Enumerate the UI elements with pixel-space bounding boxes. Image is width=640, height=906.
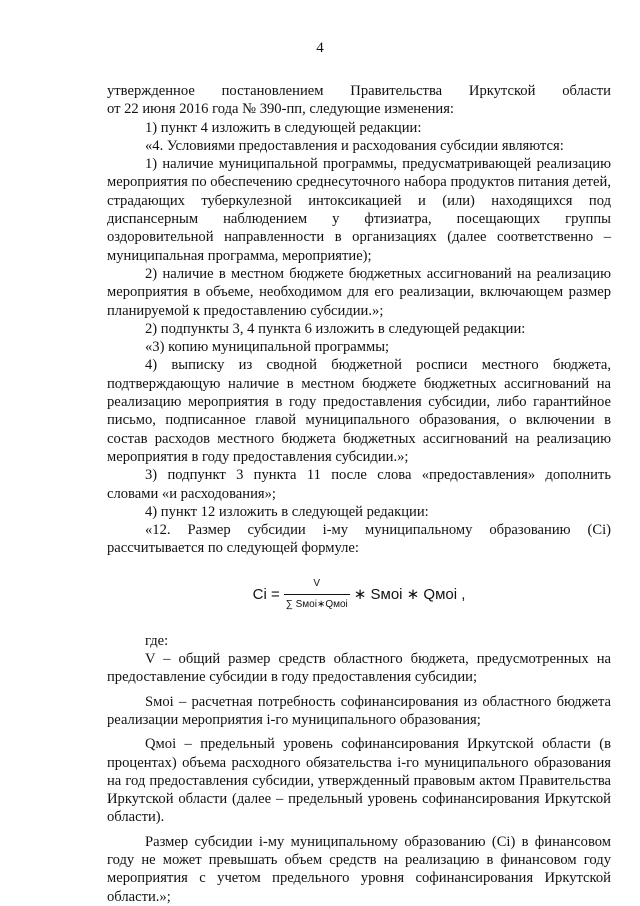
paragraph-def-s: Sмoi – расчетная потребность софинансирования из областного бюджета реализации мероприятия i-го муниципального образования; <box>107 693 611 728</box>
paragraph-point-12: «12. Размер субсидии i-му муниципальному образованию (Ci) рассчитывается по следующей формуле: <box>107 522 611 557</box>
formula-rhs: ∗ Sмoi ∗ Qмoi , <box>353 585 466 603</box>
paragraph-item-2: 2) подпункты 3, 4 пункта 6 изложить в следующей редакции: <box>145 320 526 337</box>
formula-lhs: Ci = <box>252 585 280 603</box>
paragraph-decree-date: от 22 июня 2016 года № 390-пп, следующие изменения: <box>107 101 454 118</box>
formula-denominator: ∑ Sмoi∗Qмoi <box>284 594 350 614</box>
paragraph-intro: утвержденное постановлением Правительства Иркутской области <box>107 83 611 99</box>
paragraph-condition-2: 2) наличие в местном бюджете бюджетных ассигнований на реализацию мероприятия в объеме, необходимом для его реализации, включающем размер планируемой к предоставлению субсидии.»; <box>107 265 611 319</box>
paragraph-subitem-4: 4) выписку из сводной бюджетной росписи местного бюджета, подтверждающую наличие в местном бюджете бюджетных ассигнований на реализацию мероприятия в году предоставления субсидии, либо гарантийное письмо, подписанное главой муниципального образования, о включении в состав расходов местного бюджета бюджетных ассигнований на реализацию мероприятия в году предоставления субсидии.»; <box>107 357 611 465</box>
formula-numerator: V <box>313 577 321 589</box>
paragraph-point-4: «4. Условиями предоставления и расходования субсидии являются: <box>145 137 564 154</box>
paragraph-item-1: 1) пункт 4 изложить в следующей редакции: <box>145 119 422 136</box>
paragraph-def-v: V – общий размер средств областного бюджета, предусмотренных на предоставление субсидии в году предоставления субсидии; <box>107 651 611 686</box>
paragraph-def-q: Qмoi – предельный уровень софинансирования Иркутской области (в процентах) объема расходного обязательства i-го муниципального образования на год предоставления субсидии, утвержденный правовым актом Правительства Иркутской области (далее – предельный уровень софинансирования Иркутской области). <box>107 736 611 826</box>
paragraph-item-3: 3) подпункт 3 пункта 11 после слова «предоставления» дополнить словами «и расходования»; <box>107 467 611 502</box>
formula-fraction <box>284 575 350 615</box>
document-body <box>107 82 611 906</box>
paragraph-where: где: <box>145 632 169 649</box>
paragraph-limit: Размер субсидии i-му муниципальному образованию (Ci) в финансовом году не может превышать объем средств на реализацию в финансовом году мероприятия с учетом предельного уровня софинансирования Иркутской области.»; <box>107 833 611 905</box>
subsidy-formula <box>107 558 611 632</box>
paragraph-item-4: 4) пункт 12 изложить в следующей редакции: <box>145 503 429 520</box>
paragraph-condition-1: 1) наличие муниципальной программы, предусматривающей реализацию мероприятия по обеспечению среднесуточного набора продуктов питания детей, страдающих туберкулезной интоксикацией и (или) находящихся под диспансерным наблюдением у фтизиатра, посещающих группы оздоровительной направленности в организациях (далее соответственно – муниципальная программа, мероприятие); <box>107 156 611 264</box>
paragraph-subitem-3: «3) копию муниципальной программы; <box>145 339 390 356</box>
page-number: 4 <box>316 40 324 56</box>
